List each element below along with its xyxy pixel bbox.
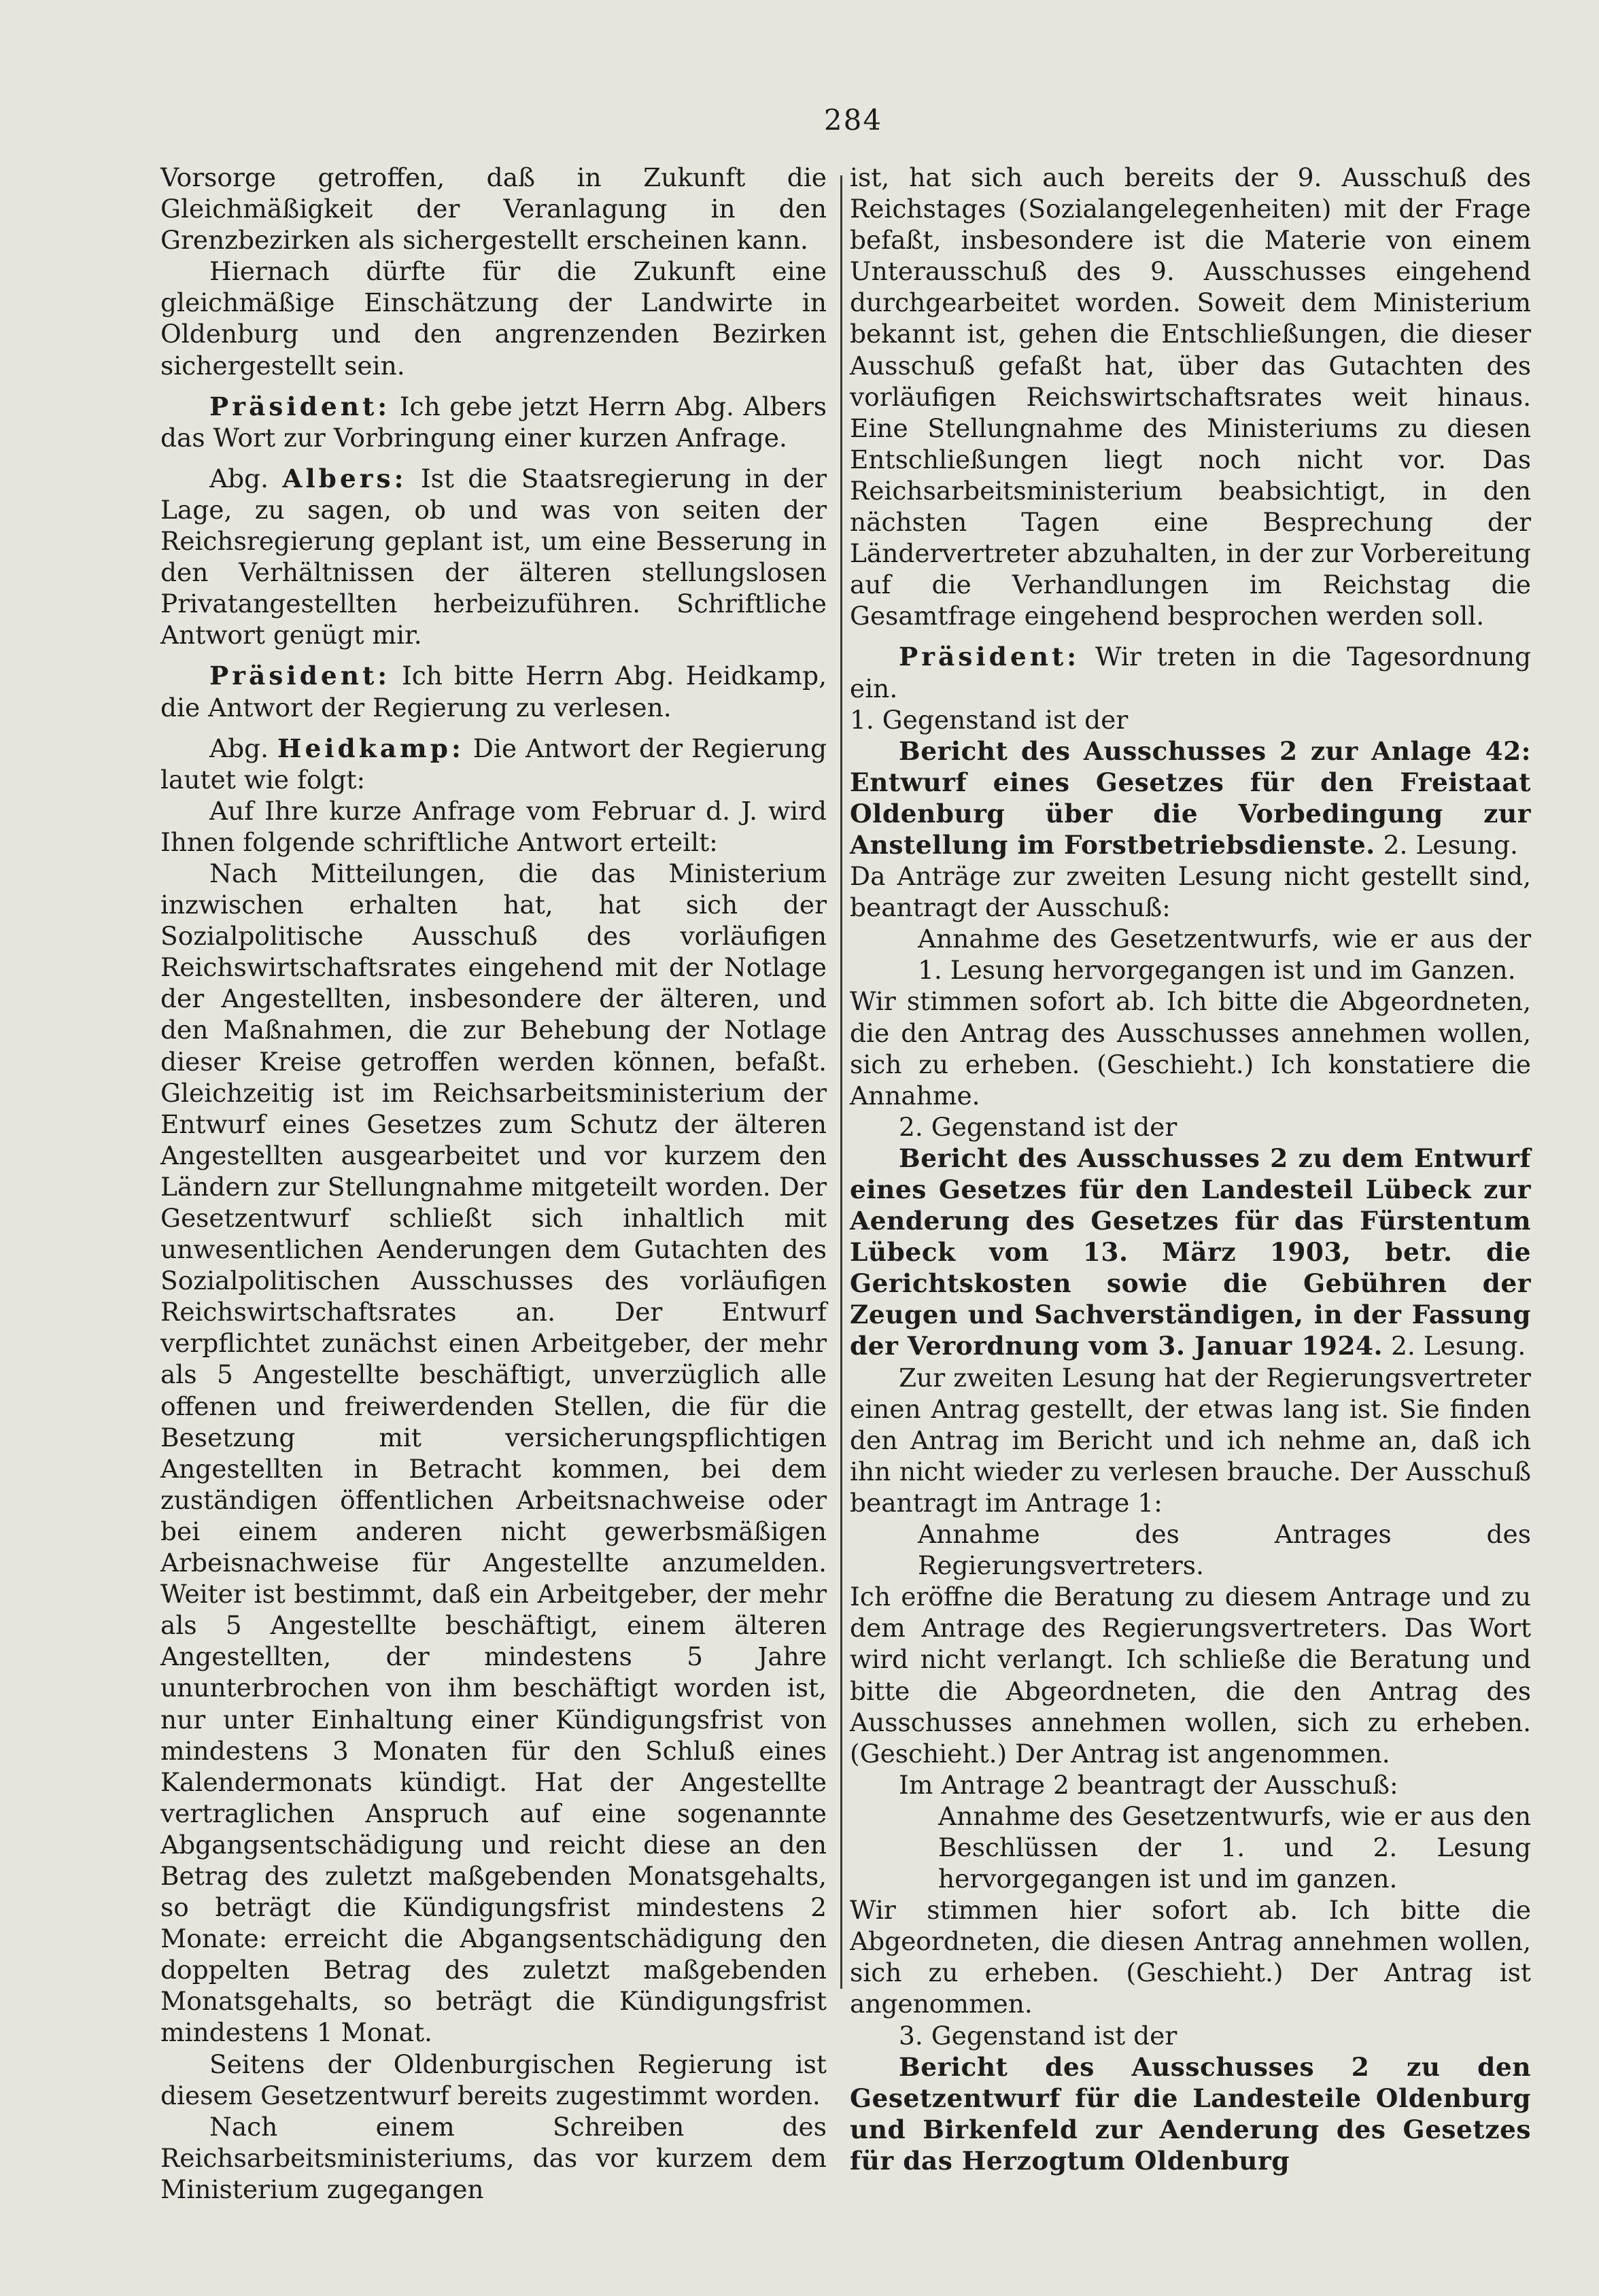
speech-paragraph: Präsident: Ich bitte Herrn Abg. Heidkamp, die Antwort der Regierung zu verlesen. [160,661,827,723]
paragraph: Im Antrage 2 beantragt der Ausschuß: [899,1769,1398,1800]
agenda-item: Bericht des Ausschusses 2 zur Anlage 42: Entwurf eines Gesetzes für den Freistaat Oldenburg über die Vorbedingung zur Anstellung im Forstbetriebsdienste. 2. Lesung. [850,735,1531,860]
paragraph: Seitens der Oldenburgischen Regierung ist diesem Gesetzentwurf bereits zugestimmt worden. [160,2049,827,2110]
paragraph: Nach einem Schreiben des Reichsarbeitsministeriums, das vor kurzem dem Ministerium zugegangen [160,2111,827,2204]
agenda-title: Bericht des Ausschusses 2 zu den Gesetzentwurf für die Landesteile Oldenburg und Birkenfeld zur Aenderung des Gesetzes für das Herzogtum Oldenburg [850,2051,1531,2176]
motion-quote: Annahme des Gesetzentwurfs, wie er aus den Beschlüssen der 1. und 2. Lesung hervorgegangen ist und im ganzen. [938,1801,1531,1894]
speaker-name: Präsident: [899,642,1080,672]
speaker-name: Präsident: [209,661,391,691]
speaker-name: Präsident: [209,391,391,421]
agenda-item: Bericht des Ausschusses 2 zu dem Entwurf eines Gesetzes für den Landesteil Lübeck zur Aenderung des Gesetzes für das Fürstentum Lübeck vom 13. März 1903, betr. die Gerichtskosten sowie die Gebühren der Zeugen und Sachverständigen, in der Fassung der Verordnung vom 3. Januar 1924. 2. Lesung. [850,1143,1531,1361]
paragraph: ist, hat sich auch bereits der 9. Ausschuß des Reichstages (Sozialangelegenheiten) mit der Frage befaßt, insbesondere ist die Materie von einem Unterausschuß des 9. Ausschusses eingehend durchgearbeitet worden. Soweit dem Ministerium bekannt ist, gehen die Entschließungen, die dieser Ausschuß gefaßt hat, über das Gutachten des vorläufigen Reichswirtschaftsrates weit hinaus. Eine Stellungnahme des Ministeriums zu diesen Entschließungen liegt noch nicht vor. Das Reichsarbeitsministerium beabsichtigt, in den nächsten Tagen eine Besprechung der Ländervertreter abzuhalten, in der zur Vorbereitung auf die Verhandlungen im Reichstag die Gesamtfrage eingehend besprochen werden soll. [850,162,1531,631]
speech-paragraph: Abg. Albers: Ist die Staatsregierung in der Lage, zu sagen, ob und was von seiten der Reichsregierung geplant ist, um eine Besserung in den Verhältnissen der älteren stellungslosen Privatangestellten herbeizuführen. Schriftliche Antwort genügt mir. [160,463,827,650]
speaker-name: Heidkamp: [277,733,464,763]
motion-quote: Annahme des Antrages des Regierungsvertreters. [918,1519,1531,1581]
speaker-name: Albers: [282,463,407,493]
left-column [160,162,827,2205]
speech-paragraph: Präsident: Wir treten in die Tagesordnung ein. [850,642,1531,703]
motion-quote: Annahme des Gesetzentwurfs, wie er aus der 1. Lesung hervorgegangen ist und im Ganzen. [918,924,1531,986]
paragraph: Zur zweiten Lesung hat der Regierungsvertreter einen Antrag gestellt, der etwas lang ist. Sie finden den Antrag im Bericht und ich nehme an, daß ich ihn nicht wieder zu verlesen brauche. Der Ausschuß beantragt im Antrage 1: [850,1362,1531,1518]
page-number: 284 [823,103,883,137]
paragraph: 3. Gegenstand ist der [899,2020,1177,2051]
agenda-title: Bericht des Ausschusses 2 zu dem Entwurf eines Gesetzes für den Landesteil Lübeck zur Aenderung des Gesetzes für das Fürstentum Lübeck vom 13. März 1903, betr. die Gerichtskosten sowie die Gebühren der Zeugen und Sachverständigen, in der Fassung der Verordnung vom 3. Januar 1924. [850,1143,1531,1361]
paragraph: Wir stimmen hier sofort ab. Ich bitte die Abgeordneten, die diesen Antrag annehmen wollen, sich zu erheben. (Geschieht.) Der Antrag ist angenommen. [850,1895,1531,2019]
paragraph: Hiernach dürfte für die Zukunft eine gleichmäßige Einschätzung der Landwirte in Oldenburg und den angrenzenden Bezirken sichergestellt sein. [160,256,827,381]
paragraph: Wir stimmen sofort ab. Ich bitte die Abgeordneten, die den Antrag des Ausschusses annehmen wollen, sich zu erheben. (Geschieht.) Ich konstatiere die Annahme. [850,986,1531,1111]
agenda-item [850,2051,1531,2176]
paragraph: Nach Mitteilungen, die das Ministerium inzwischen erhalten hat, hat sich der Sozialpolitische Ausschuß des vorläufigen Reichswirtschaftsrates eingehend mit der Notlage der Angestellten, insbesondere der älteren, und den Maßnahmen, die zur Behebung der Notlage dieser Kreise getroffen werden können, befaßt. Gleichzeitig ist im Reichsarbeitsministerium der Entwurf eines Gesetzes zum Schutz der älteren Angestellten ausgearbeitet und vor kurzem den Ländern zur Stellungnahme mitgeteilt worden. Der Gesetzentwurf schließt sich inhaltlich mit unwesentlichen Aenderungen dem Gutachten des Sozialpolitischen Ausschusses des vorläufigen Reichswirtschaftsrates an. Der Entwurf verpflichtet zunächst einen Arbeitgeber, der mehr als 5 Angestellte beschäftigt, unverzüglich alle offenen und freiwerdenden Stellen, die für die Besetzung mit versicherungspflichtigen Angestellten in Betracht kommen, bei dem zuständigen öffentlichen Arbeitsnachweise oder bei einem anderen nicht gewerbsmäßigen Arbeisnachweise für Angestellte anzumelden. Weiter ist bestimmt, daß ein Arbeitgeber, der mehr als 5 Angestellte beschäftigt, einem älteren Angestellten, der mindestens 5 Jahre ununterbrochen von ihm beschäftigt worden ist, nur unter Einhaltung einer Kündigungsfrist von mindestens 3 Monaten für den Schluß eines Kalendermonats kündigt. Hat der Angestellte vertraglichen Anspruch auf eine sogenannte Abgangsentschädigung und reicht diese an den Betrag des zuletzt maßgebenden Monatsgehalts, so beträgt die Kündigungsfrist mindestens 2 Monate: erreicht die Abgangsentschädigung den doppelten Betrag des zuletzt maßgebenden Monatsgehalts, so beträgt die Kündigungsfrist mindestens 1 Monat. [160,858,827,2048]
right-column [850,162,1531,2176]
paragraph: Vorsorge getroffen, daß in Zukunft die Gleichmäßigkeit der Veranlagung in den Grenzbezirken als sichergestellt erscheinen kann. [160,162,827,256]
speech-paragraph: Abg. Heidkamp: Die Antwort der Regierung lautet wie folgt: [160,733,827,795]
agenda-title: Bericht des Ausschusses 2 zur Anlage 42: Entwurf eines Gesetzes für den Freistaat Oldenburg über die Vorbedingung zur Anstellung im Forstbetriebsdienste. [850,735,1531,860]
paragraph: 1. Gegenstand ist der [850,704,1129,735]
paragraph: Da Anträge zur zweiten Lesung nicht gestellt sind, beantragt der Ausschuß: [850,861,1531,923]
paragraph: Auf Ihre kurze Anfrage vom Februar d. J. wird Ihnen folgende schriftliche Antwort erteilt: [160,795,827,857]
paragraph: Ich eröffne die Beratung zu diesem Antrage und zu dem Antrage des Regierungsvertreters. Das Wort wird nicht verlangt. Ich schließe die Beratung und bitte die Abgeordneten, die den Antrag des Ausschusses annehmen wollen, sich zu erheben. (Geschieht.) Der Antrag ist angenommen. [850,1582,1531,1769]
paragraph: 2. Gegenstand ist der [899,1111,1177,1142]
column-divider [840,175,842,1989]
speech-paragraph: Präsident: Ich gebe jetzt Herrn Abg. Albers das Wort zur Vorbringung einer kurzen Anfrage. [160,391,827,453]
